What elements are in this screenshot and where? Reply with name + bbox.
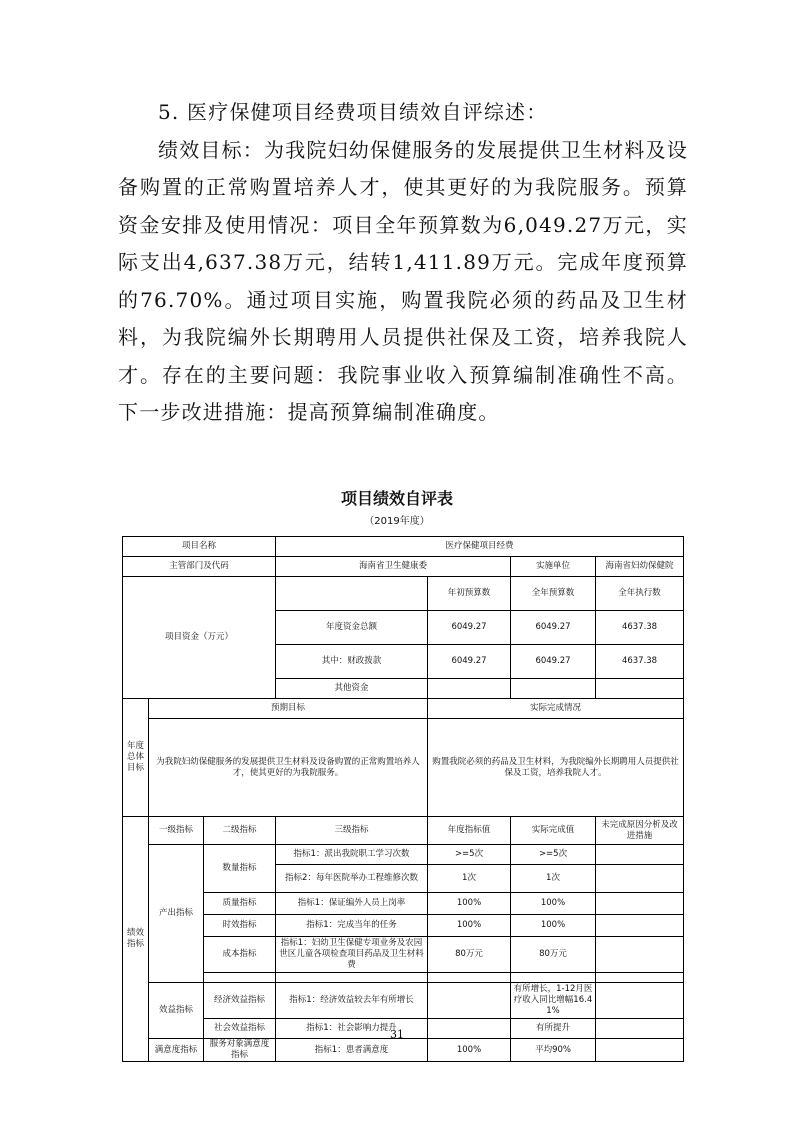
indicator-actual: 有所增长，1-12月医疗收入同比增幅16.41% — [511, 983, 596, 1019]
indicator-text: 指标1：妇幼卫生保健专项业务及农园世区儿童各项检查项目药品及卫生材料费 — [276, 937, 428, 973]
blank-cell — [596, 937, 684, 973]
blank-cell — [596, 915, 684, 937]
indicator-actual: 100% — [511, 915, 596, 937]
indicator-text: 指标1：患者满意度 — [276, 1039, 428, 1062]
level2-time: 时效指标 — [204, 915, 276, 937]
blank-cell — [596, 893, 684, 915]
table-row — [123, 537, 684, 557]
blank-cell — [596, 1039, 684, 1062]
table-row — [123, 577, 684, 611]
total-initial: 6049.27 — [428, 611, 511, 645]
table-row — [123, 845, 684, 865]
funds-label: 项目资金（万元） — [123, 577, 276, 699]
indicator-text: 指标1：派出我院职工学习次数 — [276, 845, 428, 865]
total-exec: 4637.38 — [596, 611, 684, 645]
blank-cell — [204, 973, 276, 983]
table-row — [123, 937, 684, 973]
indicator-text: 指标1：经济效益较去年有所增长 — [276, 983, 428, 1019]
header-actual: 实际完成值 — [511, 817, 596, 845]
indicator-actual: 80万元 — [511, 937, 596, 973]
blank-cell — [596, 983, 684, 1019]
blank-cell — [511, 973, 596, 983]
narrative-section — [118, 94, 688, 432]
page-number: 31 — [390, 1028, 404, 1041]
indicator-target: 100% — [428, 915, 511, 937]
goal-actual-label: 实际完成情况 — [428, 699, 684, 719]
goal-expected: 为我院妇幼保健服务的发展提供卫生材料及设备购置的正常购置培养人才，使其更好的为我院服务。 — [149, 719, 428, 817]
level2-econ: 经济效益指标 — [204, 983, 276, 1019]
col-exec: 全年执行数 — [596, 577, 684, 611]
level1-output: 产出指标 — [149, 845, 204, 983]
table-row — [123, 1039, 684, 1062]
blank-cell — [511, 679, 596, 699]
section-paragraph: 绩效目标：为我院妇幼保健服务的发展提供卫生材料及设备购置的正常购置培养人才，使其更好的为我院服务。预算资金安排及使用情况：项目全年预算数为6,049.27万元，实际支出4,637.38万元，结转1,411.89万元。完成年度预算的76.70%。通过项目实施，购置我院必须的药品及卫生材料，为我院编外长期聘用人员提供社保及工资，培养我院人才。存在的主要问题：我院事业收入预算编制准确性不高。下一步改进措施：提高预算编制准确度。 — [118, 137, 688, 424]
goal-expected-label: 预期目标 — [149, 699, 428, 719]
indicator-target: 80万元 — [428, 937, 511, 973]
table-year: （2019年度） — [364, 516, 430, 527]
col-initial: 年初预算数 — [428, 577, 511, 611]
col-full: 全年预算数 — [511, 577, 596, 611]
table-row — [123, 973, 684, 983]
table-row — [123, 557, 684, 577]
performance-table — [122, 536, 684, 1062]
table-row — [123, 699, 684, 719]
project-name-label: 项目名称 — [123, 537, 276, 557]
indicator-target: >=5次 — [428, 845, 511, 865]
indicator-actual: >=5次 — [511, 845, 596, 865]
section-heading: 5. 医疗保健项目经费项目绩效自评综述： — [158, 100, 548, 124]
blank-cell — [276, 973, 428, 983]
level2-quantity: 数量指标 — [204, 845, 276, 893]
dept: 海南省卫生健康委 — [276, 557, 511, 577]
indicator-text: 指标1：社会影响力提升 — [276, 1019, 428, 1039]
impl-label: 实施单位 — [511, 557, 596, 577]
fiscal-initial: 6049.27 — [428, 645, 511, 679]
fiscal-full: 6049.27 — [511, 645, 596, 679]
level1-satisfaction: 满意度指标 — [149, 1039, 204, 1062]
level2-social: 社会效益指标 — [204, 1019, 276, 1039]
blank-cell — [596, 865, 684, 893]
blank-cell — [428, 973, 511, 983]
indicator-text: 指标1：保证编外人员上岗率 — [276, 893, 428, 915]
blank-cell — [596, 845, 684, 865]
fiscal-label: 其中：财政拨款 — [276, 645, 428, 679]
indicator-target: 100% — [428, 893, 511, 915]
total-full: 6049.27 — [511, 611, 596, 645]
goal-label: 年度总体目标 — [123, 699, 149, 817]
header-level2: 二级指标 — [204, 817, 276, 845]
table-row — [123, 915, 684, 937]
blank-cell — [276, 577, 428, 611]
indicator-actual: 1次 — [511, 865, 596, 893]
header-target: 年度指标值 — [428, 817, 511, 845]
indicator-actual: 平均90% — [511, 1039, 596, 1062]
table-row — [123, 893, 684, 915]
indicator-actual: 100% — [511, 893, 596, 915]
table-row — [123, 983, 684, 1019]
indicator-actual: 有所提升 — [511, 1019, 596, 1039]
level2-satis: 服务对象满意度指标 — [204, 1039, 276, 1062]
table-row — [123, 719, 684, 817]
level2-cost: 成本指标 — [204, 937, 276, 973]
fiscal-exec: 4637.38 — [596, 645, 684, 679]
header-level3: 三级指标 — [276, 817, 428, 845]
level1-benefit: 效益指标 — [149, 983, 204, 1039]
indicator-text: 指标1：完成当年的任务 — [276, 915, 428, 937]
blank-cell — [428, 679, 511, 699]
indicator-target: 100% — [428, 1039, 511, 1062]
project-name: 医疗保健项目经费 — [276, 537, 684, 557]
impl: 海南省妇幼保健院 — [596, 557, 684, 577]
blank-cell — [428, 983, 511, 1019]
dept-label: 主管部门及代码 — [123, 557, 276, 577]
other-funds-label: 其他资金 — [276, 679, 428, 699]
header-reason: 未完成原因分析及改进措施 — [596, 817, 684, 845]
blank-cell — [596, 973, 684, 983]
indicator-target: 1次 — [428, 865, 511, 893]
level2-quality: 质量指标 — [204, 893, 276, 915]
goal-actual: 购置我院必须的药品及卫生材料，为我院编外长期聘用人员提供社保及工资，培养我院人才。 — [428, 719, 684, 817]
table-row — [123, 817, 684, 845]
blank-cell — [596, 679, 684, 699]
header-level1: 一级指标 — [149, 817, 204, 845]
total-funds-label: 年度资金总额 — [276, 611, 428, 645]
indicator-text: 指标2：每年医院举办工程维修次数 — [276, 865, 428, 893]
table-title: 项目绩效自评表 — [340, 489, 453, 508]
indicators-label: 绩效指标 — [123, 817, 149, 1062]
